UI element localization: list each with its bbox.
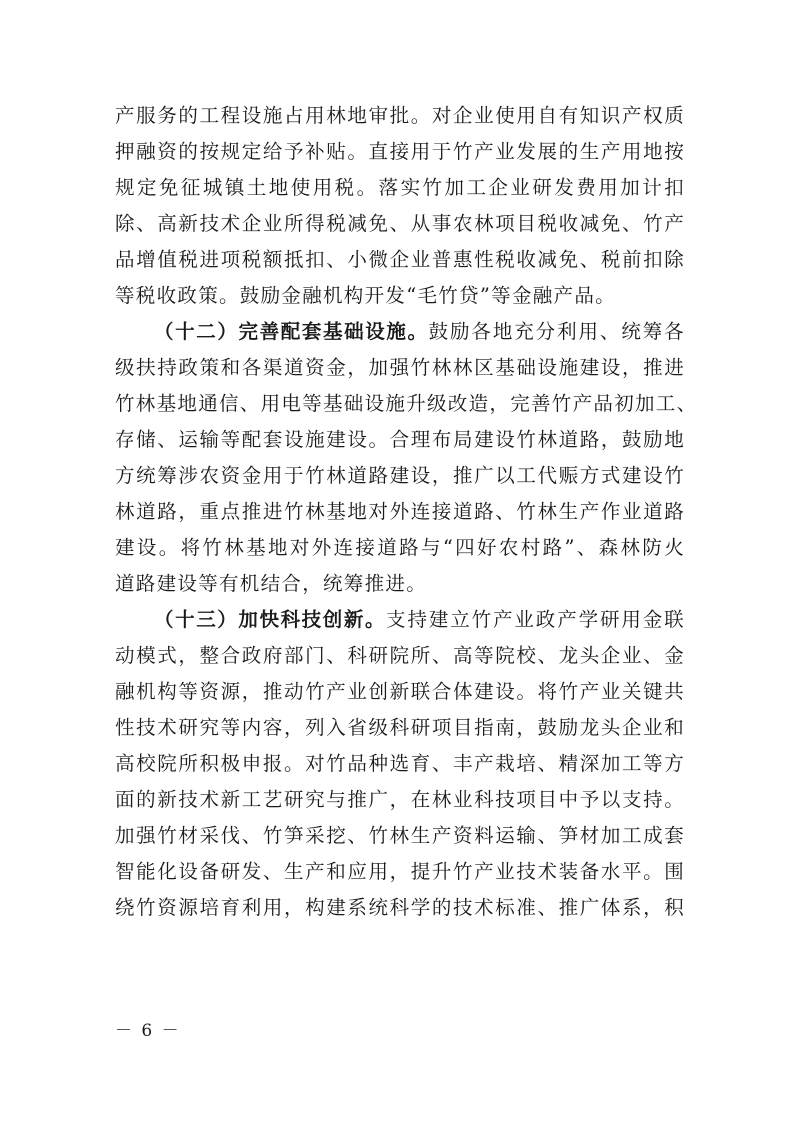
document-body: [115, 98, 698, 926]
text-line: 面的新技术新工艺研究与推广，在林业科技项目中予以支持。: [115, 788, 685, 811]
text-line: 级扶持政策和各渠道资金，加强竹林林区基础设施建设，推进: [115, 356, 685, 379]
text-line: 规定免征城镇土地使用税。落实竹加工企业研发费用加计扣: [115, 176, 685, 199]
text-line: 绕竹资源培育利用，构建系统科学的技术标准、推广体系，积: [115, 896, 685, 919]
text-line: 存储、运输等配套设施建设。合理布局建设竹林道路，鼓励地: [115, 428, 685, 451]
section-heading-12: （十二）完善配套基础设施。: [154, 320, 429, 343]
text-line: 品增值税进项税额抵扣、小微企业普惠性税收减免、税前扣除: [115, 248, 685, 271]
text-line: 方统筹涉农资金用于竹林道路建设，推广以工代赈方式建设竹: [115, 464, 685, 487]
section-12-first-line: （十二）完善配套基础设施。鼓励各地充分利用、统筹各: [154, 320, 685, 343]
text-line: 等税收政策。鼓励金融机构开发“毛竹贷”等金融产品。: [115, 284, 616, 307]
text-line: 产服务的工程设施占用林地审批。对企业使用自有知识产权质: [115, 104, 685, 127]
section-13-first-line: （十三）加快科技创新。支持建立竹产业政产学研用金联: [154, 608, 685, 631]
text-line: 竹林基地通信、用电等基础设施升级改造，完善竹产品初加工、: [115, 392, 698, 415]
text-line: 性技术研究等内容，列入省级科研项目指南，鼓励龙头企业和: [115, 716, 685, 739]
text-line: 林道路，重点推进竹林基地对外连接道路、竹林生产作业道路: [115, 500, 685, 523]
text-line: 加强竹材采伐、竹笋采挖、竹林生产资料运输、笋材加工成套: [115, 824, 685, 847]
section-heading-13: （十三）加快科技创新。: [154, 608, 387, 631]
text-line: 融机构等资源，推动竹产业创新联合体建设。将竹产业关键共: [115, 680, 685, 703]
text-line: 动模式，整合政府部门、科研院所、高等院校、龙头企业、金: [115, 644, 685, 667]
text-line: 建设。将竹林基地对外连接道路与“四好农村路”、森林防火: [115, 536, 685, 559]
text-line: 道路建设等有机结合，统筹推进。: [115, 572, 428, 595]
text-line: 押融资的按规定给予补贴。直接用于竹产业发展的生产用地按: [115, 140, 685, 163]
page-number: － 6 －: [115, 1021, 181, 1041]
text-line: 智能化设备研发、生产和应用，提升竹产业技术装备水平。围: [115, 860, 685, 883]
text-line: 高校院所积极申报。对竹品种选育、丰产栽培、精深加工等方: [115, 752, 685, 775]
text-line: 除、高新技术企业所得税减免、从事农林项目税收减免、竹产: [115, 212, 685, 235]
